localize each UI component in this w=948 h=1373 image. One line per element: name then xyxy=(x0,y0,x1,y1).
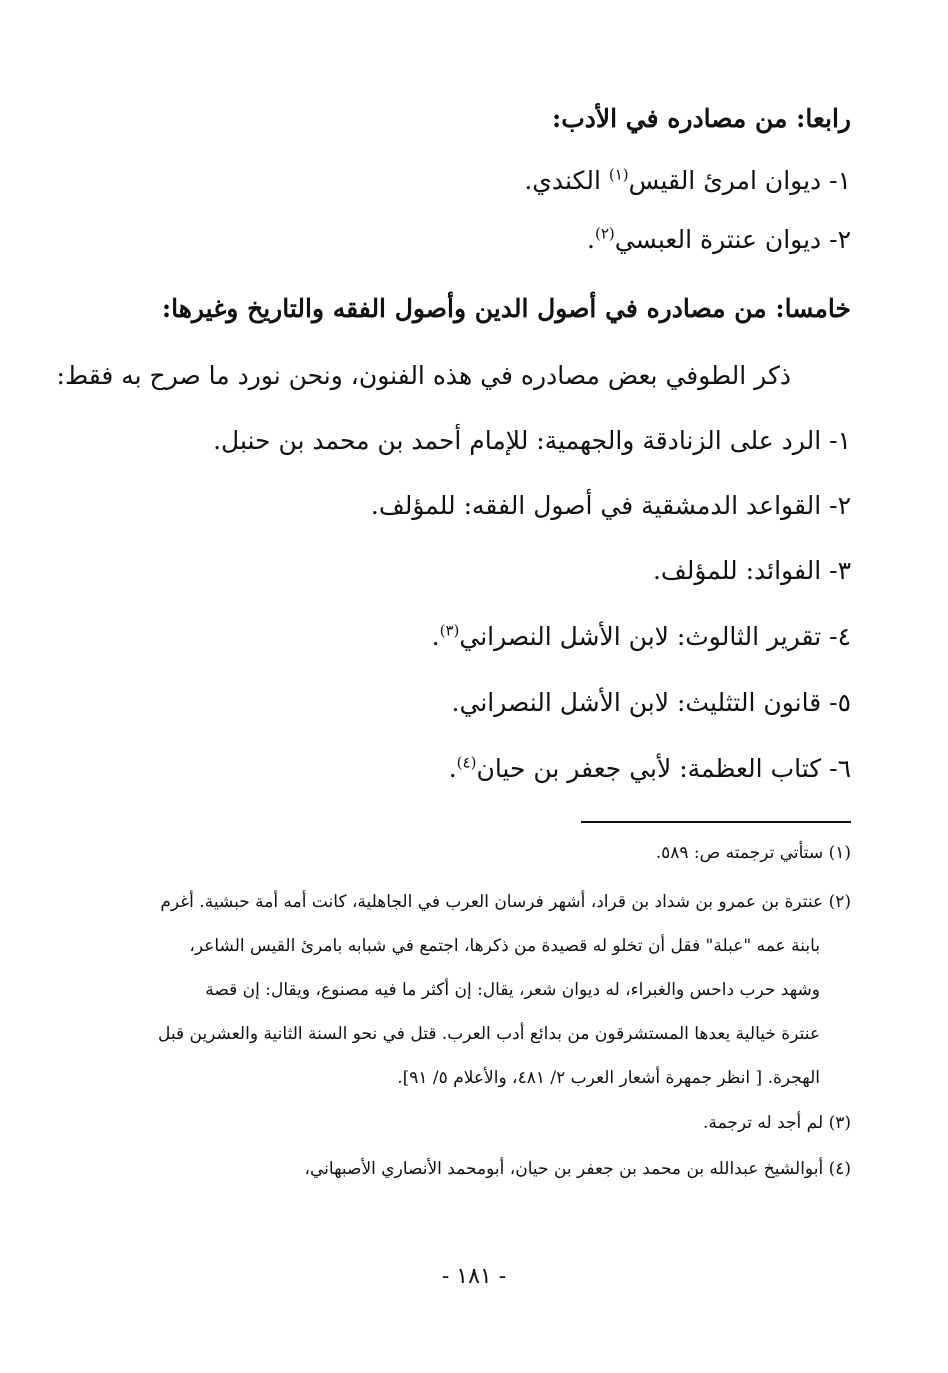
footnote-divider xyxy=(581,821,851,823)
footnote-2-line: (٢) عنترة بن عمرو بن شداد بن قراد، أشهر فرسان العرب في الجاهلية، كانت أمه أمة حبشية. أغرم xyxy=(160,892,851,912)
footnote-ref[interactable]: (١) xyxy=(608,165,629,184)
footnote-2-line: عنترة خيالية يعدها المستشرقون من بدائع أدب العرب. قتل في نحو السنة الثانية والعشرين قبل xyxy=(157,1024,820,1044)
footnote-2-line: بابنة عمه "عبلة" فقل أن تخلو له قصيدة من ذكرها، اجتمع في شبابه بامرئ القيس الشاعر، xyxy=(189,936,820,956)
list-item: ٣- الفوائد: للمؤلف. xyxy=(652,556,851,585)
footnote-ref[interactable]: (٣) xyxy=(439,621,460,640)
list-item: ٢- القواعد الدمشقية في أصول الفقه: للمؤلف. xyxy=(370,491,851,520)
footnote-2-line: وشهد حرب داحس والغبراء، له ديوان شعر، يقال: إن أكثر ما فيه مصنوع، ويقال: إن قصة xyxy=(205,980,820,1000)
list-item: ٢- ديوان عنترة العبسي$^{(٢)}$. xyxy=(587,224,851,254)
footnote-2-line: الهجرة. [ انظر جمهرة أشعار العرب ٢/ ٤٨١، والأعلام ٥/ ٩١]. xyxy=(397,1068,820,1088)
list-item: ٦- كتاب العظمة: لأبي جعفر بن حيان$^{(٤)}$. xyxy=(448,753,851,783)
list-item: ٤- تقرير الثالوث: لابن الأشل النصراني$^{(٣)}$. xyxy=(431,621,851,651)
footnote-ref[interactable]: (٤) xyxy=(456,753,477,772)
footnote-ref[interactable]: (٢) xyxy=(594,224,615,243)
footnote-3: (٣) لم أجد له ترجمة. xyxy=(703,1113,851,1133)
list-item: ١- ديوان امرئ القيس$^{(١)}$ الكندي. xyxy=(524,165,851,195)
list-item: ٥- قانون التثليث: لابن الأشل النصراني. xyxy=(451,688,851,717)
section-heading-other-sources: خامسا: من مصادره في أصول الدين وأصول الفقه والتاريخ وغيرها: xyxy=(161,294,851,323)
footnote-4: (٤) أبوالشيخ عبدالله بن محمد بن جعفر بن حيان، أبومحمد الأنصاري الأصبهاني، xyxy=(304,1159,851,1179)
page-number: - ١٨١ - xyxy=(441,1264,507,1289)
intro-paragraph: ذكر الطوفي بعض مصادره في هذه الفنون، ونحن نورد ما صرح به فقط: xyxy=(56,361,791,390)
footnote-1: (١) ستأتي ترجمته ص: ٥٨٩. xyxy=(655,843,851,863)
list-item: ١- الرد على الزنادقة والجهمية: للإمام أحمد بن محمد بن حنبل. xyxy=(213,426,851,455)
section-heading-literature: رابعا: من مصادره في الأدب: xyxy=(552,104,851,133)
